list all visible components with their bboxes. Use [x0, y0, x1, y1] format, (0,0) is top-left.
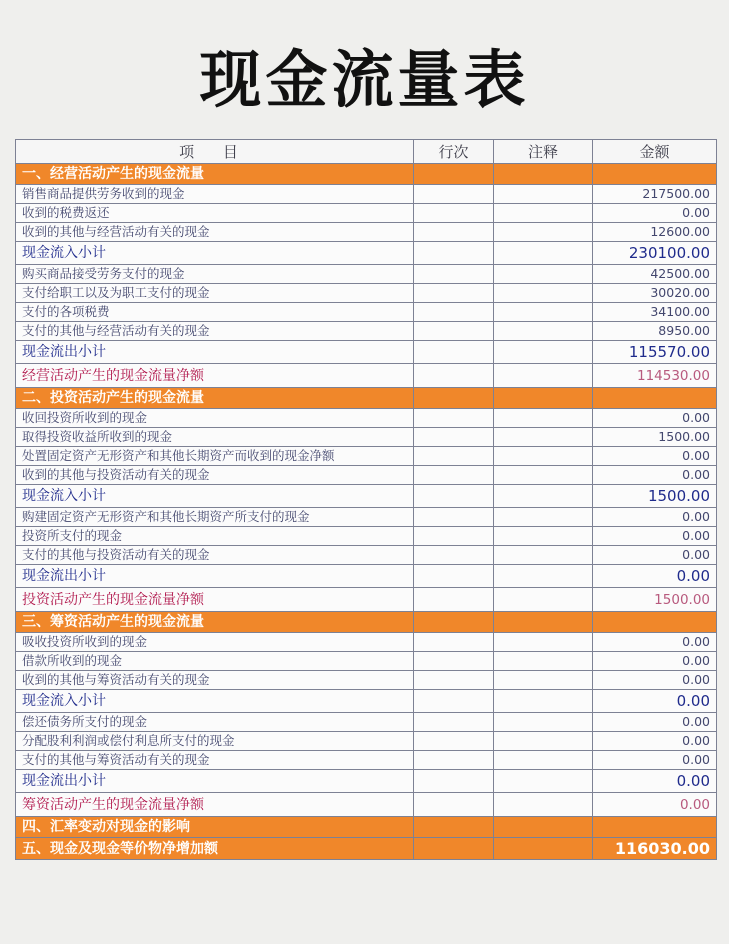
row-amount [593, 164, 717, 185]
row-label: 三、筹资活动产生的现金流量 [16, 612, 414, 633]
row-note [494, 671, 593, 690]
row-note [494, 770, 593, 793]
row-note [494, 612, 593, 633]
table-row [16, 751, 717, 770]
section-row [16, 388, 717, 409]
row-line-no [414, 447, 494, 466]
row-note [494, 817, 593, 838]
row-amount: 0.00 [593, 732, 717, 751]
row-label: 吸收投资所收到的现金 [16, 633, 414, 652]
row-amount: 0.00 [593, 633, 717, 652]
row-label: 投资所支付的现金 [16, 527, 414, 546]
row-amount: 0.00 [593, 690, 717, 713]
row-label: 四、汇率变动对现金的影响 [16, 817, 414, 838]
row-amount: 0.00 [593, 466, 717, 485]
row-line-no [414, 751, 494, 770]
section-row [16, 612, 717, 633]
net-amount-row [16, 364, 717, 388]
row-note [494, 633, 593, 652]
row-line-no [414, 364, 494, 388]
row-note [494, 364, 593, 388]
row-line-no [414, 713, 494, 732]
row-label: 收到的其他与经营活动有关的现金 [16, 223, 414, 242]
row-amount: 0.00 [593, 751, 717, 770]
row-line-no [414, 652, 494, 671]
row-note [494, 527, 593, 546]
section-row [16, 164, 717, 185]
row-label: 销售商品提供劳务收到的现金 [16, 185, 414, 204]
row-label: 一、经营活动产生的现金流量 [16, 164, 414, 185]
row-amount: 0.00 [593, 409, 717, 428]
row-amount: 12600.00 [593, 223, 717, 242]
row-label: 现金流出小计 [16, 341, 414, 364]
table-row [16, 447, 717, 466]
row-amount: 30020.00 [593, 284, 717, 303]
row-label: 支付的其他与筹资活动有关的现金 [16, 751, 414, 770]
header-item: 项 目 [16, 140, 414, 164]
table-row [16, 284, 717, 303]
row-note [494, 652, 593, 671]
row-amount: 217500.00 [593, 185, 717, 204]
page-title: 现金流量表 [199, 43, 530, 116]
row-line-no [414, 633, 494, 652]
header-amount: 金额 [593, 140, 717, 164]
net-amount-row [16, 588, 717, 612]
row-note [494, 322, 593, 341]
row-note [494, 751, 593, 770]
row-label: 支付的各项税费 [16, 303, 414, 322]
row-line-no [414, 565, 494, 588]
row-line-no [414, 428, 494, 447]
row-note [494, 447, 593, 466]
row-amount: 0.00 [593, 546, 717, 565]
row-amount: 42500.00 [593, 265, 717, 284]
row-line-no [414, 164, 494, 185]
row-line-no [414, 508, 494, 527]
table-row [16, 527, 717, 546]
table-row [16, 265, 717, 284]
row-line-no [414, 732, 494, 751]
row-label: 二、投资活动产生的现金流量 [16, 388, 414, 409]
row-label: 支付给职工以及为职工支付的现金 [16, 284, 414, 303]
row-label: 现金流出小计 [16, 770, 414, 793]
row-label: 筹资活动产生的现金流量净额 [16, 793, 414, 817]
table-row [16, 633, 717, 652]
row-amount: 0.00 [593, 447, 717, 466]
table-row [16, 732, 717, 751]
row-amount: 34100.00 [593, 303, 717, 322]
row-line-no [414, 223, 494, 242]
row-line-no [414, 485, 494, 508]
row-amount [593, 388, 717, 409]
row-label: 收到的税费返还 [16, 204, 414, 223]
row-note [494, 284, 593, 303]
row-amount: 1500.00 [593, 428, 717, 447]
row-label: 五、现金及现金等价物净增加额 [16, 838, 414, 860]
row-line-no [414, 185, 494, 204]
row-line-no [414, 527, 494, 546]
row-note [494, 546, 593, 565]
row-label: 购买商品接受劳务支付的现金 [16, 265, 414, 284]
row-line-no [414, 588, 494, 612]
row-amount: 0.00 [593, 671, 717, 690]
row-label: 处置固定资产无形资产和其他长期资产而收到的现金净额 [16, 447, 414, 466]
row-amount: 0.00 [593, 770, 717, 793]
row-line-no [414, 322, 494, 341]
row-line-no [414, 770, 494, 793]
row-note [494, 690, 593, 713]
row-label: 收到的其他与筹资活动有关的现金 [16, 671, 414, 690]
row-amount: 1500.00 [593, 485, 717, 508]
table-row [16, 185, 717, 204]
table-row [16, 204, 717, 223]
row-amount: 0.00 [593, 793, 717, 817]
row-note [494, 428, 593, 447]
row-note [494, 341, 593, 364]
row-label: 收回投资所收到的现金 [16, 409, 414, 428]
row-line-no [414, 690, 494, 713]
row-label: 借款所收到的现金 [16, 652, 414, 671]
row-amount: 0.00 [593, 508, 717, 527]
table-row [16, 508, 717, 527]
row-line-no [414, 204, 494, 223]
table-row [16, 428, 717, 447]
header-line-no: 行次 [414, 140, 494, 164]
row-note [494, 204, 593, 223]
row-label: 支付的其他与经营活动有关的现金 [16, 322, 414, 341]
row-note [494, 732, 593, 751]
row-note [494, 485, 593, 508]
row-note [494, 223, 593, 242]
row-note [494, 388, 593, 409]
net-amount-row [16, 793, 717, 817]
row-amount: 0.00 [593, 527, 717, 546]
row-note [494, 588, 593, 612]
header-row [16, 140, 717, 164]
row-label: 偿还债务所支付的现金 [16, 713, 414, 732]
subtotal-row [16, 690, 717, 713]
row-note [494, 185, 593, 204]
row-amount [593, 817, 717, 838]
row-label: 现金流出小计 [16, 565, 414, 588]
row-note [494, 508, 593, 527]
section-row [16, 817, 717, 838]
row-line-no [414, 612, 494, 633]
row-amount: 230100.00 [593, 242, 717, 265]
row-amount: 115570.00 [593, 341, 717, 364]
table-row [16, 652, 717, 671]
table-row [16, 546, 717, 565]
subtotal-row [16, 242, 717, 265]
row-note [494, 838, 593, 860]
row-amount: 114530.00 [593, 364, 717, 388]
row-label: 现金流入小计 [16, 242, 414, 265]
row-note [494, 303, 593, 322]
row-line-no [414, 341, 494, 364]
row-label: 支付的其他与投资活动有关的现金 [16, 546, 414, 565]
row-note [494, 242, 593, 265]
row-amount: 1500.00 [593, 588, 717, 612]
header-note: 注释 [494, 140, 593, 164]
row-line-no [414, 242, 494, 265]
subtotal-row [16, 485, 717, 508]
row-amount: 0.00 [593, 204, 717, 223]
total-row [16, 838, 717, 860]
row-note [494, 265, 593, 284]
row-amount [593, 612, 717, 633]
row-label: 经营活动产生的现金流量净额 [16, 364, 414, 388]
row-line-no [414, 838, 494, 860]
table-row [16, 409, 717, 428]
row-label: 收到的其他与投资活动有关的现金 [16, 466, 414, 485]
row-amount: 0.00 [593, 713, 717, 732]
row-amount: 0.00 [593, 652, 717, 671]
row-line-no [414, 265, 494, 284]
row-amount: 8950.00 [593, 322, 717, 341]
table-row [16, 303, 717, 322]
row-note [494, 565, 593, 588]
subtotal-row [16, 565, 717, 588]
row-line-no [414, 284, 494, 303]
row-line-no [414, 466, 494, 485]
row-label: 购建固定资产无形资产和其他长期资产所支付的现金 [16, 508, 414, 527]
row-line-no [414, 546, 494, 565]
table-row [16, 466, 717, 485]
row-note [494, 164, 593, 185]
row-line-no [414, 388, 494, 409]
table-row [16, 223, 717, 242]
row-line-no [414, 303, 494, 322]
cash-flow-table [15, 139, 717, 860]
row-line-no [414, 793, 494, 817]
row-label: 现金流入小计 [16, 690, 414, 713]
row-note [494, 793, 593, 817]
row-amount: 0.00 [593, 565, 717, 588]
row-label: 现金流入小计 [16, 485, 414, 508]
row-label: 分配股利利润或偿付利息所支付的现金 [16, 732, 414, 751]
row-line-no [414, 409, 494, 428]
table-row [16, 671, 717, 690]
row-line-no [414, 671, 494, 690]
row-note [494, 466, 593, 485]
row-amount: 116030.00 [593, 838, 717, 860]
row-label: 取得投资收益所收到的现金 [16, 428, 414, 447]
row-label: 投资活动产生的现金流量净额 [16, 588, 414, 612]
row-note [494, 409, 593, 428]
subtotal-row [16, 341, 717, 364]
row-note [494, 713, 593, 732]
table-row [16, 713, 717, 732]
subtotal-row [16, 770, 717, 793]
table-row [16, 322, 717, 341]
row-line-no [414, 817, 494, 838]
